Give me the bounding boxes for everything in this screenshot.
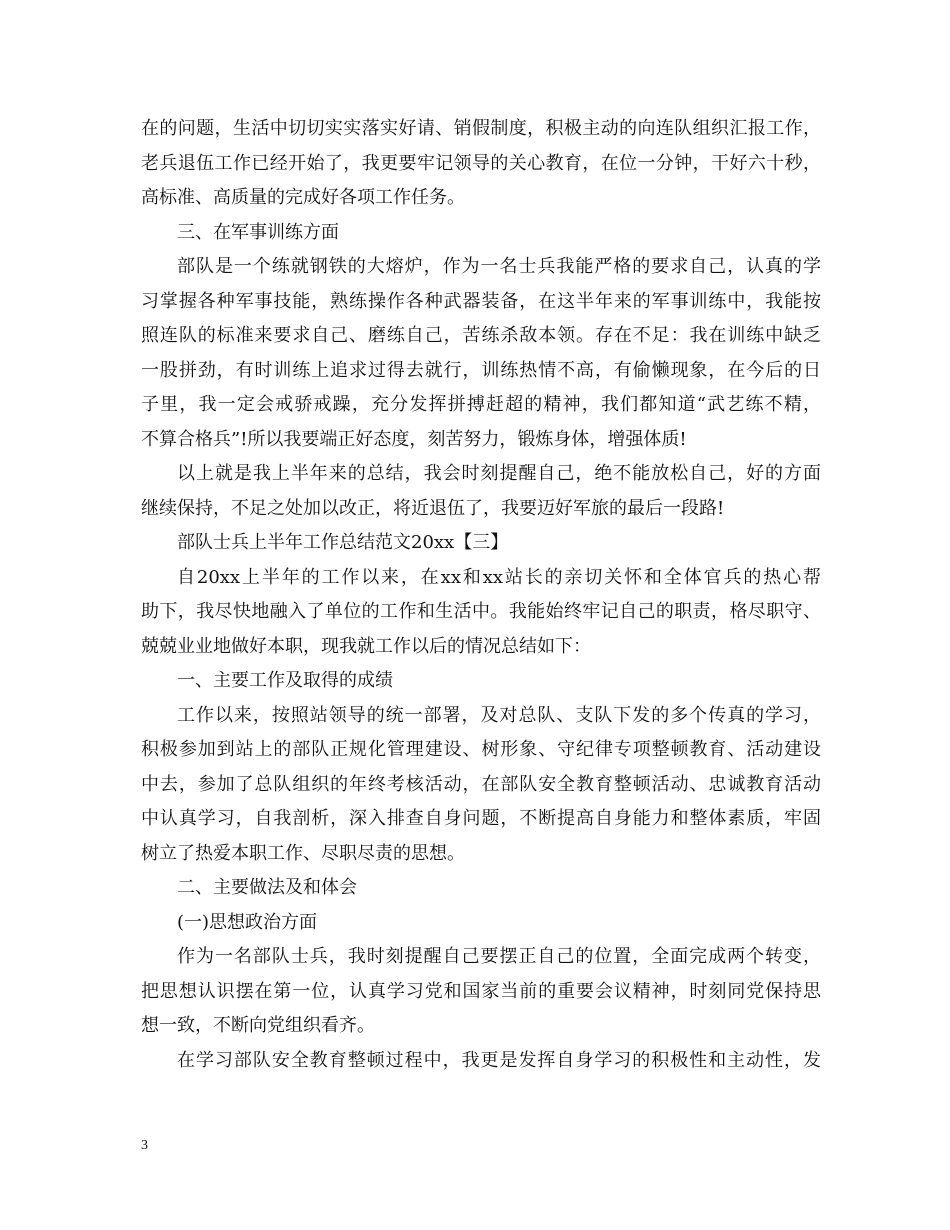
text-line: 三、在军事训练方面 — [177, 221, 339, 243]
text-line: 老兵退伍工作已经开始了，我更要牢记领导的关心教育，在位一分钟，干好六十秒， — [141, 152, 821, 174]
text-line: 想一致，不断向党组织看齐。 — [141, 1015, 375, 1036]
text-line: 作为一名部队士兵，我时刻提醒自己要摆正自己的位置，全面完成两个转变， — [177, 946, 821, 967]
text-line: 积极参加到站上的部队正规化管理建设、树形象、守纪律专项整顿教育、活动建设 — [141, 739, 821, 760]
text-line: 高标准、高质量的完成好各项工作任务。 — [141, 187, 465, 208]
text-line: (一)思想政治方面 — [177, 911, 318, 933]
text-line: 树立了热爱本职工作、尽职尽责的思想。 — [141, 842, 465, 864]
text-line: 自20xx上半年的工作以来，在xx和xx站长的亲切关怀和全体官兵的热心帮 — [177, 566, 821, 588]
text-line: 一股拼劲，有时训练上追求过得去就行，训练热情不高，有偷懒现象，在今后的日 — [141, 359, 821, 381]
text-line: 部队是一个练就钢铁的大熔炉，作为一名士兵我能严格的要求自己，认真的学 — [177, 256, 821, 277]
text-line: 习掌握各种军事技能，熟练操作各种武器装备，在这半年来的军事训练中，我能按 — [141, 290, 821, 312]
text-line: 把思想认识摆在第一位，认真学习党和国家当前的重要会议精神，时刻同党保持思 — [141, 980, 821, 1002]
text-line: 在学习部队安全教育整顿过程中，我更是发挥自身学习的积极性和主动性，发 — [177, 1049, 821, 1071]
text-line: 子里，我一定会戒骄戒躁，充分发挥拼搏赶超的精神，我们都知道“武艺练不精， — [141, 394, 821, 415]
text-line: 继续保持，不足之处加以改正，将近退伍了，我要迈好军旅的最后一段路! — [141, 497, 725, 519]
text-line: 助下，我尽快地融入了单位的工作和生活中。我能始终牢记自己的职责，格尽职守、 — [141, 601, 821, 622]
text-line: 中认真学习，自我剖析，深入排查自身问题，不断提高自身能力和整体素质，牢固 — [141, 808, 821, 829]
body-text — [141, 112, 821, 1078]
text-line: 一、主要工作及取得的成绩 — [177, 670, 393, 691]
text-line: 中去，参加了总队组织的年终考核活动，在部队安全教育整顿活动、忠诚教育活动 — [141, 773, 821, 795]
page-number: 3 — [141, 1138, 148, 1153]
text-line: 兢兢业业地做好本职，现我就工作以后的情况总结如下： — [141, 635, 591, 657]
text-line: 以上就是我上半年来的总结，我会时刻提醒自己，绝不能放松自己，好的方面 — [177, 463, 821, 484]
text-line: 照连队的标准来要求自己、磨练自己，苦练杀敌本领。存在不足：我在训练中缺乏 — [141, 325, 821, 346]
text-line: 部队士兵上半年工作总结范文20xx【三】 — [177, 532, 509, 553]
text-line: 不算合格兵”!所以我要端正好态度，刻苦努力，锻炼身体，增强体质! — [141, 428, 687, 450]
text-line: 二、主要做法及和体会 — [177, 877, 357, 898]
text-line: 工作以来，按照站领导的统一部署，及对总队、支队下发的多个传真的学习， — [177, 704, 821, 726]
text-line: 在的问题，生活中切切实实落实好请、销假制度，积极主动的向连队组织汇报工作， — [141, 118, 821, 139]
